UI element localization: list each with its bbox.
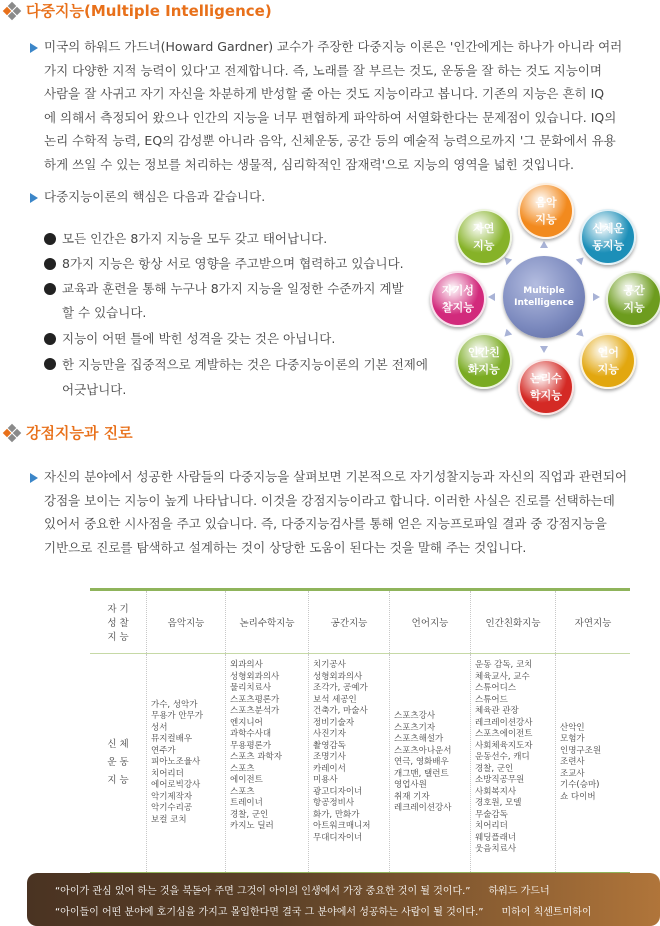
diagram-node-label: 지능 bbox=[535, 213, 557, 226]
black-dot-icon bbox=[44, 233, 56, 245]
table-corner-header bbox=[90, 590, 147, 654]
diagram-node-label: 지능 bbox=[597, 363, 619, 377]
corner-line: 성 찰 bbox=[107, 618, 129, 629]
black-dot-icon bbox=[44, 283, 56, 295]
strength-line: 있어서 중요한 시사점을 주고 있습니다. 즉, 다중지능검사를 통해 얻은 지능프로파일 결과 중 강점지능을 bbox=[44, 516, 607, 531]
occupation-item: 웨딩플래너 bbox=[475, 832, 517, 843]
occupation-item: 스포츠분석가 bbox=[230, 706, 280, 716]
occupation-item: 성형외과의사 bbox=[230, 671, 280, 682]
core-point bbox=[44, 278, 404, 325]
occupation-item: 스포츠 bbox=[230, 786, 255, 797]
diagram-node-label: 화지능 bbox=[467, 363, 500, 377]
section-title-multiple-intelligence bbox=[4, 0, 272, 21]
row-header bbox=[90, 654, 147, 874]
diagram-center-line: Multiple bbox=[523, 286, 565, 296]
occupation-item: 경호원, 모델 bbox=[475, 798, 522, 808]
occupation-item: 에이전트 bbox=[230, 775, 263, 785]
occupation-item: 레크레이션강사 bbox=[394, 803, 452, 814]
corner-line: 지 능 bbox=[107, 632, 129, 643]
diagram-node bbox=[456, 209, 512, 265]
table-cell bbox=[390, 654, 471, 874]
column-header: 인간친화지능 bbox=[471, 590, 556, 654]
occupation-item: 경찰, 군인 bbox=[475, 763, 514, 774]
occupation-item: 무술감독 bbox=[475, 809, 508, 820]
column-header: 논리수학지능 bbox=[226, 590, 309, 654]
diagram-node-label: 인간친 bbox=[467, 346, 500, 360]
occupation-item: 사진기자 bbox=[313, 729, 346, 739]
diagram-node-label: 논리수 bbox=[530, 372, 562, 385]
strength-line: 기반으로 진로를 탐색하고 설계하는 것이 상당한 도움이 된다는 것을 말해 주는 것입니다. bbox=[44, 539, 527, 555]
table-header-row bbox=[90, 590, 630, 654]
occupation-item: 과학수사대 bbox=[230, 729, 272, 739]
diagram-node-label: 언어 bbox=[597, 346, 619, 360]
diagram-node-label: 자연 bbox=[473, 221, 495, 235]
black-dot-icon bbox=[44, 333, 56, 345]
intro-paragraph bbox=[44, 35, 644, 176]
core-point-text: 할 수 있습니다. bbox=[62, 305, 147, 320]
intro-line: 에 의해서 측정되어 왔으나 인간의 지능을 너무 편협하게 파악하여 서열화한다는 문제점이 있습니다. IQ의 bbox=[44, 109, 617, 125]
diagram-node-label: 지능 bbox=[623, 301, 645, 314]
black-dot-icon bbox=[44, 258, 56, 270]
occupation-item: 개그맨, 탤런트 bbox=[394, 768, 449, 779]
occupation-item: 조각가, 공예가 bbox=[313, 683, 368, 693]
occupation-item: 사회복지사 bbox=[475, 786, 517, 797]
intro-line: 논리 수학적 능력, EQ의 감성뿐 아니라 음악, 신체운동, 공간 등의 예술적 능력으로까지 '그 문화에서 유용 bbox=[44, 133, 616, 148]
occupation-item: 피아노조율사 bbox=[151, 757, 201, 768]
quote-line bbox=[55, 903, 592, 918]
occupation-item: 체육교사, 교수 bbox=[475, 671, 530, 682]
occupation-item: 트레이너 bbox=[230, 798, 263, 808]
occupation-item: 화가, 만화가 bbox=[313, 809, 360, 820]
core-point-text: 어긋납니다. bbox=[62, 382, 127, 397]
occupation-item: 인명구조원 bbox=[560, 745, 602, 756]
multiple-intelligence-diagram bbox=[425, 183, 660, 413]
column-header: 언어지능 bbox=[390, 590, 471, 654]
diagram-arrow bbox=[488, 293, 495, 301]
core-point bbox=[44, 228, 327, 250]
diamond-bullet-icon bbox=[4, 3, 20, 19]
quote-text: “아이들이 어떤 분야에 호기심을 가지고 몰입한다면 결국 그 분야에서 성공하는 사람이 될 것이다.” bbox=[55, 907, 484, 918]
arrow-bullet-icon bbox=[30, 43, 38, 53]
diagram-node bbox=[430, 271, 486, 327]
diagram-node bbox=[518, 359, 574, 415]
row-header-line: 운 동 bbox=[107, 757, 129, 768]
table-cell bbox=[471, 654, 556, 874]
occupation-item: 산악인 bbox=[560, 722, 585, 733]
occupation-item: 스포츠 bbox=[230, 763, 255, 774]
section-title-text: 강점지능과 진로 bbox=[26, 424, 133, 442]
occupation-item: 스튜어디스 bbox=[475, 683, 517, 693]
occupation-item: 스포츠기자 bbox=[394, 722, 436, 733]
diagram-node bbox=[518, 183, 574, 239]
occupation-item: 카지노 딜러 bbox=[230, 821, 274, 831]
strength-paragraph bbox=[44, 465, 654, 559]
occupation-item: 기수(승마) bbox=[560, 780, 600, 791]
row-header-line: 지 능 bbox=[107, 775, 129, 786]
diagram-arrow bbox=[540, 241, 548, 248]
occupation-item: 가수, 성악가 bbox=[151, 699, 198, 710]
column-header: 음악지능 bbox=[147, 590, 226, 654]
occupation-item: 뮤지컬배우 bbox=[151, 734, 193, 745]
quote-line bbox=[55, 882, 550, 897]
occupation-item: 웃음치료사 bbox=[475, 844, 517, 854]
intro-line: 미국의 하워드 가드너(Howard Gardner) 교수가 주장한 다중지능 이론은 '인간에게는 하나가 아니라 여러 bbox=[44, 39, 623, 54]
occupation-item: 스튜어드 bbox=[475, 694, 508, 705]
occupation-item: 스포츠에이전트 bbox=[475, 729, 533, 739]
core-point-text: 지능이 어떤 틀에 박힌 성격을 갖는 것은 아닙니다. bbox=[62, 331, 336, 346]
occupation-item: 악기수리공 bbox=[151, 803, 193, 814]
section-title-strength bbox=[4, 422, 133, 443]
occupation-item: 운동선수, 캐디 bbox=[475, 752, 530, 762]
diagram-arrow bbox=[540, 346, 548, 353]
diagram-center-line: Intelligence bbox=[514, 298, 574, 308]
occupation-item: 카레이서 bbox=[313, 763, 346, 774]
core-point-text: 8가지 지능은 항상 서로 영향을 주고받으며 협력하고 있습니다. bbox=[62, 256, 404, 271]
row-header-line: 신 체 bbox=[107, 739, 129, 750]
diagram-node-label: 공간 bbox=[623, 284, 645, 297]
occupation-item: 소방직공무원 bbox=[475, 775, 525, 785]
occupation-item: 치어리더 bbox=[475, 821, 508, 831]
core-point-text: 한 지능만을 집중적으로 계발하는 것은 다중지능이론의 기본 전제에 bbox=[62, 357, 428, 372]
quote-box bbox=[27, 873, 660, 926]
diagram-node bbox=[580, 209, 636, 265]
intro-line: 하게 쓰일 수 있는 정보를 처리하는 생물적, 심리학적인 잠재력'으로 지능의 영역을 넓힌 것입니다. bbox=[44, 156, 574, 172]
occupation-item: 항공정비사 bbox=[313, 798, 355, 808]
occupation-item: 아트워크매니저 bbox=[313, 821, 371, 831]
occupation-item: 악기제작자 bbox=[151, 791, 193, 802]
occupation-item: 촬영감독 bbox=[313, 740, 346, 751]
diagram-node-label: 신체운 bbox=[592, 221, 625, 235]
diagram-node-label: 학지능 bbox=[530, 389, 562, 402]
occupation-item: 엔지니어 bbox=[230, 717, 263, 728]
core-intro: 다중지능이론의 핵심은 다음과 같습니다. bbox=[44, 189, 266, 204]
diagram-node bbox=[606, 271, 660, 327]
occupation-item: 건축가, 마술사 bbox=[313, 706, 368, 716]
occupation-item: 에어로빅강사 bbox=[151, 780, 201, 791]
arrow-bullet-icon bbox=[30, 193, 38, 203]
occupation-item: 스포츠강사 bbox=[394, 711, 436, 722]
occupation-item: 조교사 bbox=[560, 768, 585, 779]
diagram-node-label: 동지능 bbox=[592, 238, 625, 252]
occupation-item: 연극, 영화배우 bbox=[394, 757, 449, 768]
diagram-arrow bbox=[576, 329, 587, 340]
core-point-text: 교육과 훈련을 통해 누구나 8가지 지능을 일정한 수준까지 계발 bbox=[62, 281, 404, 296]
diagram-node-label: 찰지능 bbox=[442, 301, 474, 314]
diagram-node-label: 지능 bbox=[473, 238, 495, 252]
occupation-item: 영업사원 bbox=[394, 780, 427, 791]
column-header: 공간지능 bbox=[309, 590, 390, 654]
strength-line: 자신의 분야에서 성공한 사람들의 다중지능을 살펴보면 기본적으로 자기성찰지능과 자신의 직업과 관련되어 bbox=[44, 469, 628, 484]
diagram-arrow bbox=[593, 293, 600, 301]
quote-author: 미하이 칙센트미하이 bbox=[501, 907, 592, 918]
occupation-item: 무대디자이너 bbox=[313, 832, 363, 843]
diamond-bullet-icon bbox=[4, 425, 20, 441]
occupation-item: 사회체육지도자 bbox=[475, 740, 533, 751]
quote-author: 하워드 가드너 bbox=[488, 886, 550, 897]
occupation-item: 스포츠아나운서 bbox=[394, 745, 452, 756]
diagram-node-label: 자기성 bbox=[442, 284, 474, 297]
occupation-item: 쇼 다이버 bbox=[560, 791, 596, 802]
table-cell bbox=[309, 654, 390, 874]
occupation-item: 체육관 관장 bbox=[475, 706, 519, 716]
occupation-item: 치어리더 bbox=[151, 768, 184, 779]
occupation-item: 레크레이션강사 bbox=[475, 717, 533, 728]
occupation-item: 조명기사 bbox=[313, 752, 346, 762]
diagram-arrow bbox=[502, 329, 513, 340]
occupation-item: 취재 기자 bbox=[394, 791, 430, 802]
occupation-item: 스포츠 과학자 bbox=[230, 752, 282, 762]
table-row bbox=[90, 654, 630, 874]
diagram-center bbox=[503, 256, 585, 338]
occupation-item: 연주가 bbox=[151, 745, 176, 756]
arrow-bullet-icon bbox=[30, 473, 38, 483]
core-point bbox=[44, 253, 404, 275]
intro-line: 사람을 잘 사귀고 자기 자신을 차분하게 반성할 줄 아는 것도 지능이라고 봅니다. 기존의 지능은 흔히 IQ bbox=[44, 86, 605, 101]
strength-line: 강점을 보이는 지능이 높게 나타납니다. 이것을 강점지능이라고 합니다. 이러한 사실은 진로를 선택하는데 bbox=[44, 492, 615, 508]
occupation-item: 모험가 bbox=[560, 734, 585, 745]
occupation-item: 조련사 bbox=[560, 757, 585, 768]
black-dot-icon bbox=[44, 358, 56, 370]
career-table bbox=[90, 588, 630, 875]
occupation-item: 운동 감독, 코치 bbox=[475, 660, 533, 670]
occupation-item: 무용평론가 bbox=[230, 740, 272, 751]
diagram-node-label: 음악 bbox=[535, 196, 557, 209]
intro-line: 가지 다양한 지적 능력이 있다'고 전제합니다. 즉, 노래를 잘 부르는 것도, 운동을 잘 하는 것도 지능이며 bbox=[44, 62, 602, 78]
occupation-item: 성서 bbox=[151, 722, 168, 733]
table-cell bbox=[226, 654, 309, 874]
occupation-item: 광고디자이너 bbox=[313, 786, 363, 797]
column-header: 자연지능 bbox=[556, 590, 631, 654]
occupation-item: 정비기술자 bbox=[313, 717, 355, 728]
occupation-item: 스포츠해설가 bbox=[394, 734, 444, 745]
core-point bbox=[44, 328, 335, 350]
occupation-item: 미용사 bbox=[313, 775, 338, 785]
occupation-item: 스포츠평론가 bbox=[230, 694, 280, 705]
corner-line: 자 기 bbox=[107, 604, 129, 615]
occupation-item: 물리치료사 bbox=[230, 683, 272, 693]
occupation-item: 치기공사 bbox=[313, 660, 346, 670]
occupation-item: 무용가 안무가 bbox=[151, 711, 203, 722]
table-cell bbox=[147, 654, 226, 874]
occupation-item: 보석 세공인 bbox=[313, 694, 357, 705]
quote-text: “아이가 관심 있어 하는 것을 북돋아 주면 그것이 아이의 인생에서 가장 중요한 것이 될 것이다.” bbox=[55, 886, 471, 897]
occupation-item: 외과의사 bbox=[230, 660, 263, 670]
section-title-text: 다중지능(Multiple Intelligence) bbox=[26, 2, 272, 20]
occupation-item: 경찰, 군인 bbox=[230, 809, 269, 820]
occupation-item: 보컬 코치 bbox=[151, 814, 187, 825]
table-cell bbox=[556, 654, 631, 874]
core-point bbox=[44, 353, 428, 402]
diagram-node bbox=[456, 333, 512, 389]
core-point-text: 모든 인간은 8가지 지능을 모두 갖고 태어납니다. bbox=[62, 231, 328, 246]
occupation-item: 성형외과의사 bbox=[313, 671, 363, 682]
diagram-arrow bbox=[576, 255, 587, 266]
